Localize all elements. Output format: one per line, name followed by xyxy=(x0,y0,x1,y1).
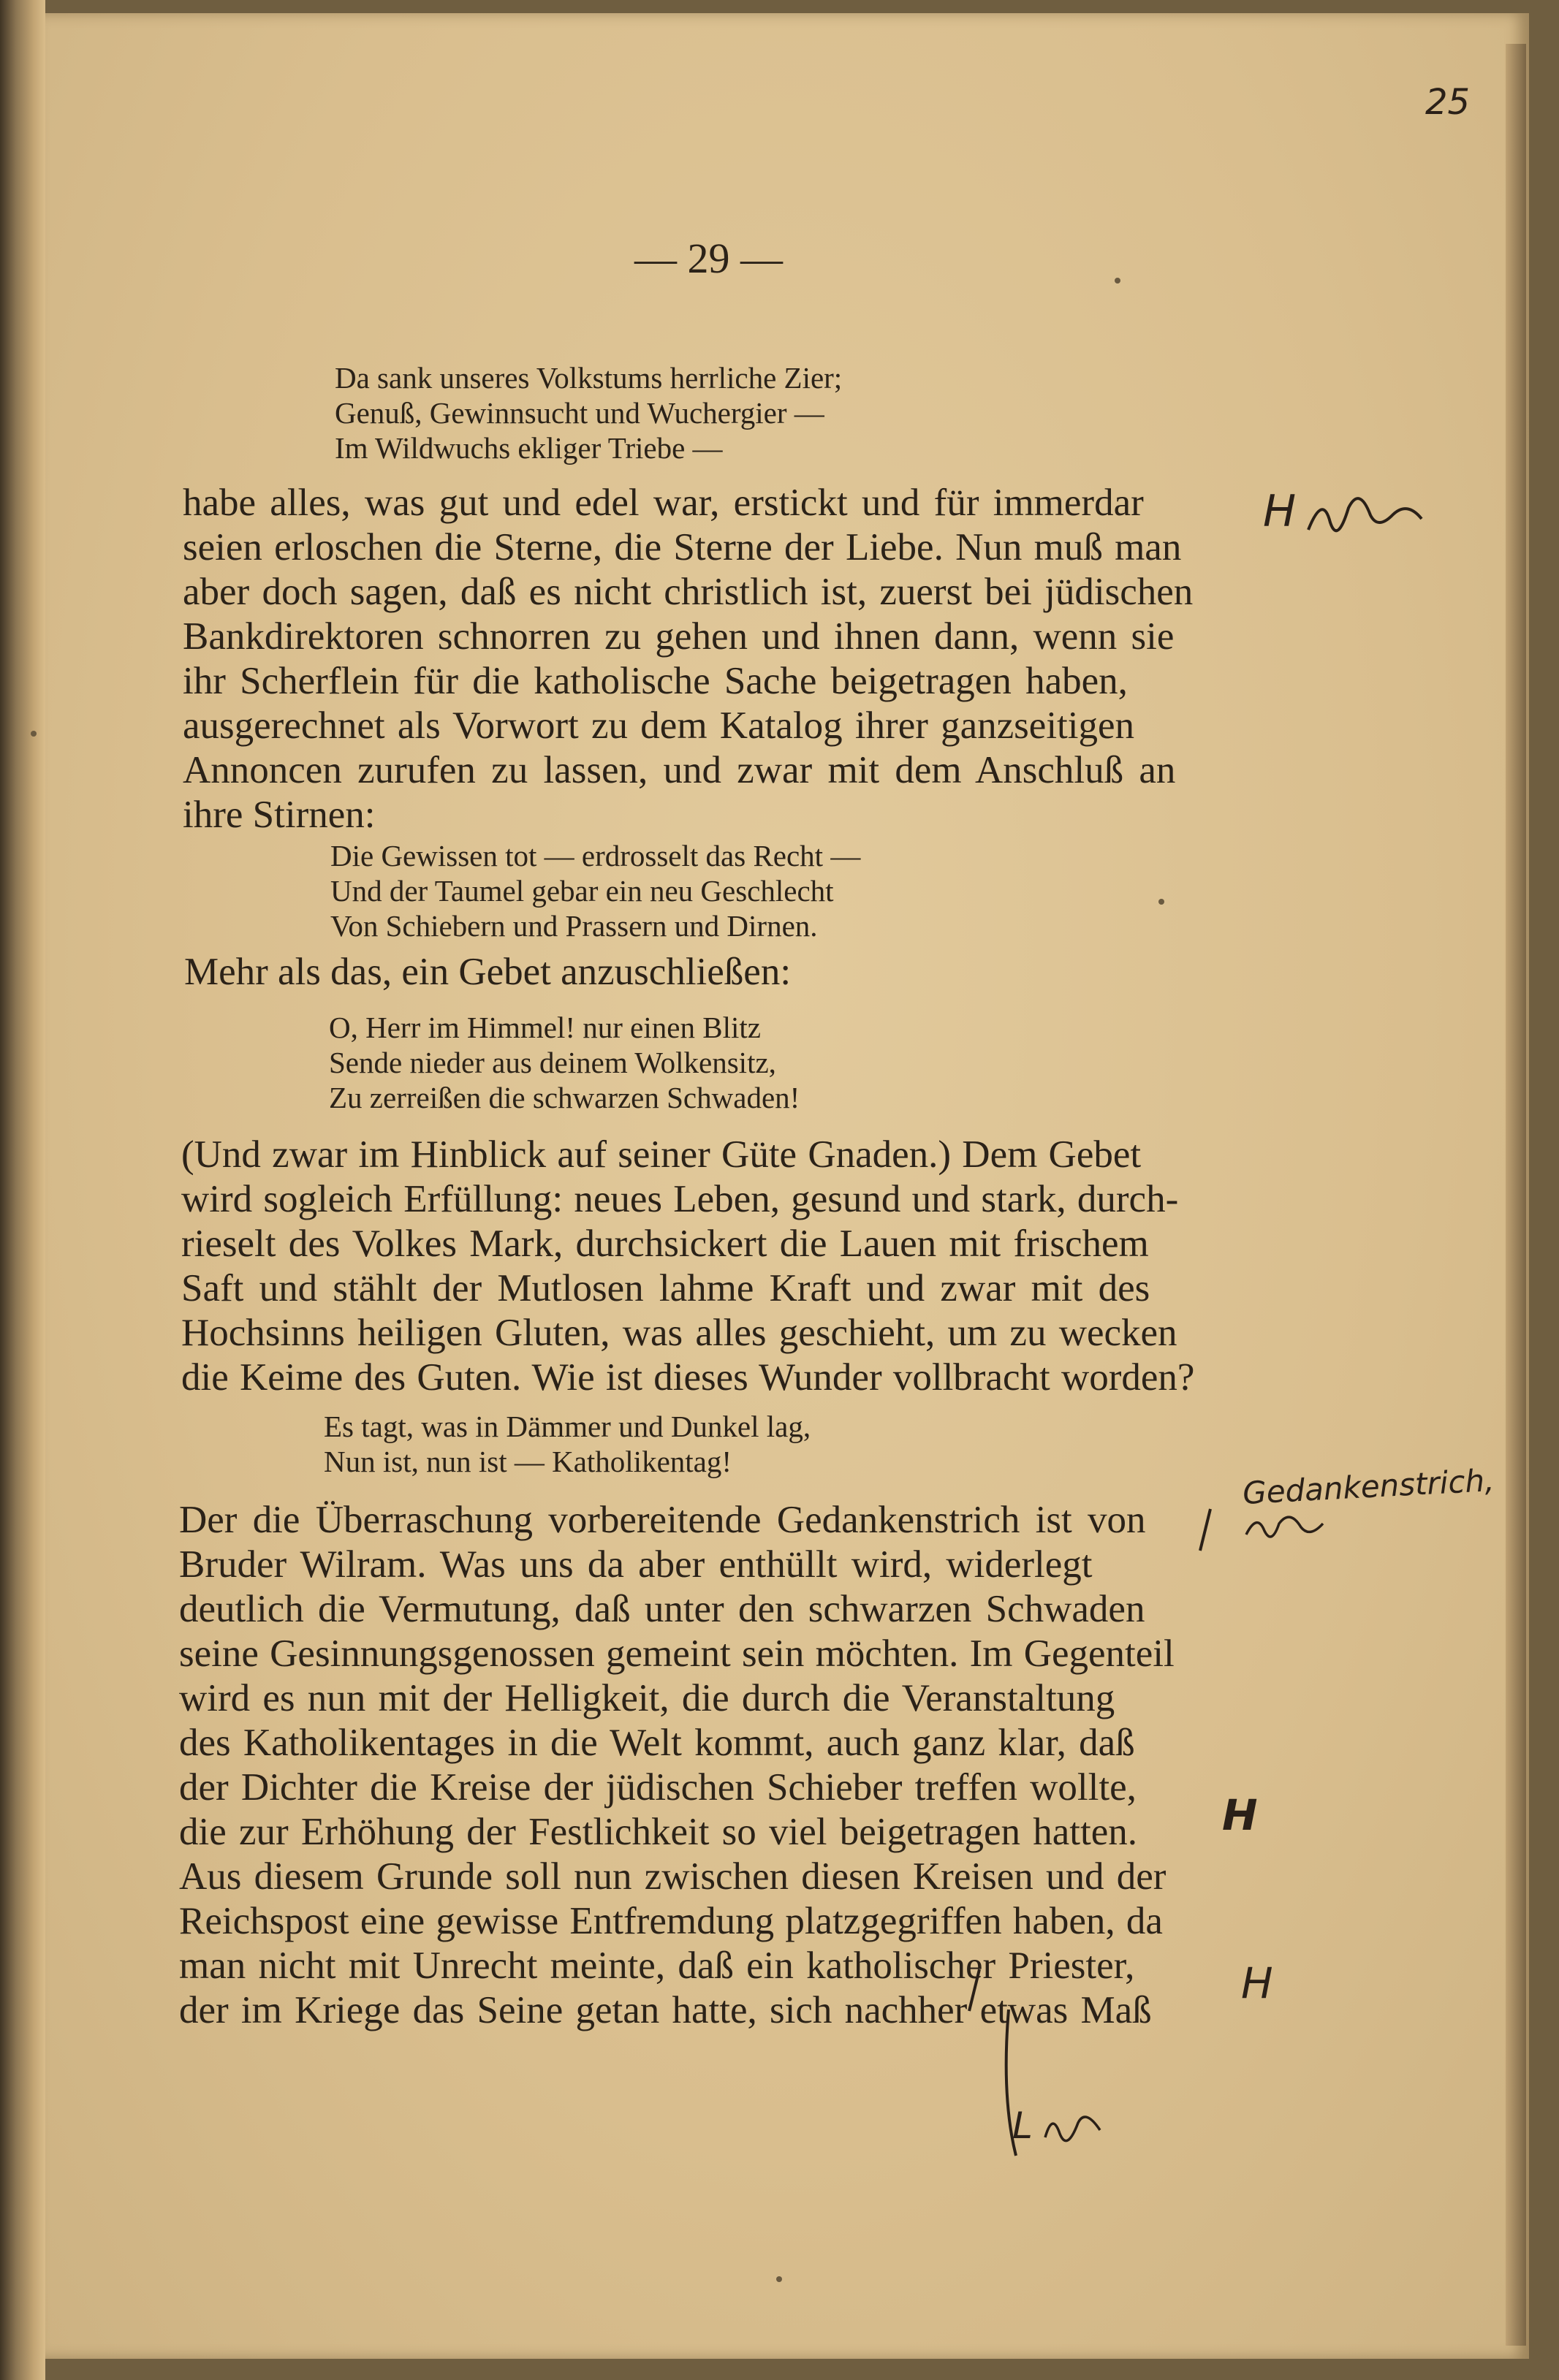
text-line: rieselt des Volkes Mark, durchsickert die Lauen mit frischem xyxy=(181,1223,1149,1265)
text-line: habe alles, was gut und edel war, erstickt und für immerdar xyxy=(183,482,1144,524)
text-line: Bankdirektoren schnorren zu gehen und ihnen dann, wenn sie xyxy=(183,615,1175,658)
annotation-hatten: H xyxy=(1222,1790,1258,1840)
text-line: O, Herr im Himmel! nur einen Blitz xyxy=(329,1011,761,1044)
text-line: wird es nun mit der Helligkeit, die durch die Veranstaltung xyxy=(179,1677,1115,1719)
text-line: Zu zerreißen die schwarzen Schwaden! xyxy=(329,1081,800,1114)
paper-speck xyxy=(1158,899,1164,905)
paper-speck xyxy=(776,2276,782,2282)
text-line: Von Schiebern und Prassern und Dirnen. xyxy=(330,909,818,943)
text-line: Im Wildwuchs ekliger Triebe — xyxy=(335,431,723,465)
text-line: aber doch sagen, daß es nicht christlich ist, zuerst bei jüdischen xyxy=(183,571,1194,613)
text-line: Genuß, Gewinnsucht und Wuchergier — xyxy=(335,396,824,430)
text-line: seine Gesinnungsgenossen gemeint sein möchten. Im Gegenteil xyxy=(179,1632,1175,1675)
text-line: deutlich die Vermutung, daß unter den schwarzen Schwaden xyxy=(179,1588,1145,1630)
text-line: die Keime des Guten. Wie ist dieses Wunder vollbracht worden? xyxy=(181,1356,1195,1399)
text-line: Die Gewissen tot — erdrosselt das Recht — xyxy=(330,839,861,872)
text-line: (Und zwar im Hinblick auf seiner Güte Gnaden.) Dem Gebet xyxy=(181,1133,1142,1176)
text-line: ihre Stirnen: xyxy=(183,794,376,836)
text-line: seien erloschen die Sterne, die Sterne der Liebe. Nun muß man xyxy=(183,526,1182,569)
text-line: Und der Taumel gebar ein neu Geschlecht xyxy=(330,874,834,908)
text-line: Bruder Wilram. Was uns da aber enthüllt wird, widerlegt xyxy=(179,1543,1093,1586)
page-edge-shadow xyxy=(1506,44,1526,2346)
text-line: Reichspost eine gewisse Entfremdung platzgegriffen haben, da xyxy=(179,1900,1163,1942)
text-line: wird sogleich Erfüllung: neues Leben, gesund und stark, durch- xyxy=(181,1178,1179,1220)
text-line: Sende nieder aus deinem Wolkensitz, xyxy=(329,1046,776,1079)
text-line: ihr Scherflein für die katholische Sache beigetragen haben, xyxy=(183,660,1128,702)
annotation-hatte: H xyxy=(1241,1958,1273,2008)
text-line: Annoncen zurufen zu lassen, und zwar mit dem Anschluß an xyxy=(183,749,1176,791)
annotation-hutten-scrawl xyxy=(1301,486,1447,544)
annotation-margin-note-line2 xyxy=(1243,1505,1345,1549)
text-line: der im Kriege das Seine getan hatte, sich nachher etwas Maß xyxy=(179,1989,1152,2031)
paper-speck xyxy=(31,731,37,737)
annotation-insert-bracket xyxy=(979,2002,1038,2178)
annotation-bottom-scrawl xyxy=(1042,2108,1107,2152)
text-line: des Katholikentages in die Welt kommt, auch ganz klar, daß xyxy=(179,1722,1135,1764)
text-line: man nicht mit Unrecht meinte, daß ein katholischer Priester, xyxy=(179,1944,1135,1987)
text-line: Hochsinns heiligen Gluten, was alles geschieht, um zu wecken xyxy=(181,1312,1177,1354)
folio-mark: 25 xyxy=(1425,82,1471,123)
text-line: der Dichter die Kreise der jüdischen Schieber treffen wollte, xyxy=(179,1766,1137,1809)
annotation-bottom: L xyxy=(1012,2105,1033,2147)
paper-speck xyxy=(1115,278,1120,284)
text-line: Saft und stählt der Mutlosen lahme Kraft und zwar mit des xyxy=(181,1267,1150,1309)
insertion-mark xyxy=(963,1966,985,2017)
text-line: Der die Überraschung vorbereitende Gedankenstrich ist von xyxy=(179,1499,1146,1541)
book-spine xyxy=(0,0,45,2380)
insertion-mark xyxy=(1194,1505,1216,1556)
text-line: Mehr als das, ein Gebet anzuschließen: xyxy=(184,951,792,993)
text-line: die zur Erhöhung der Festlichkeit so viel beigetragen hatten. xyxy=(179,1811,1137,1853)
text-line: Nun ist, nun ist — Katholikentag! xyxy=(324,1445,732,1478)
annotation-margin-note: Gedankenstrich, xyxy=(1241,1462,1495,1511)
text-line: Es tagt, was in Dämmer und Dunkel lag, xyxy=(324,1410,811,1443)
text-line: Da sank unseres Volkstums herrliche Zier; xyxy=(335,361,843,395)
text-line: Aus diesem Grunde soll nun zwischen diesen Kreisen und der xyxy=(179,1855,1167,1898)
annotation-hutten: H xyxy=(1263,486,1297,537)
text-line: ausgerechnet als Vorwort zu dem Katalog ihrer ganzseitigen xyxy=(183,704,1135,747)
page-number: — 29 — xyxy=(634,235,783,282)
